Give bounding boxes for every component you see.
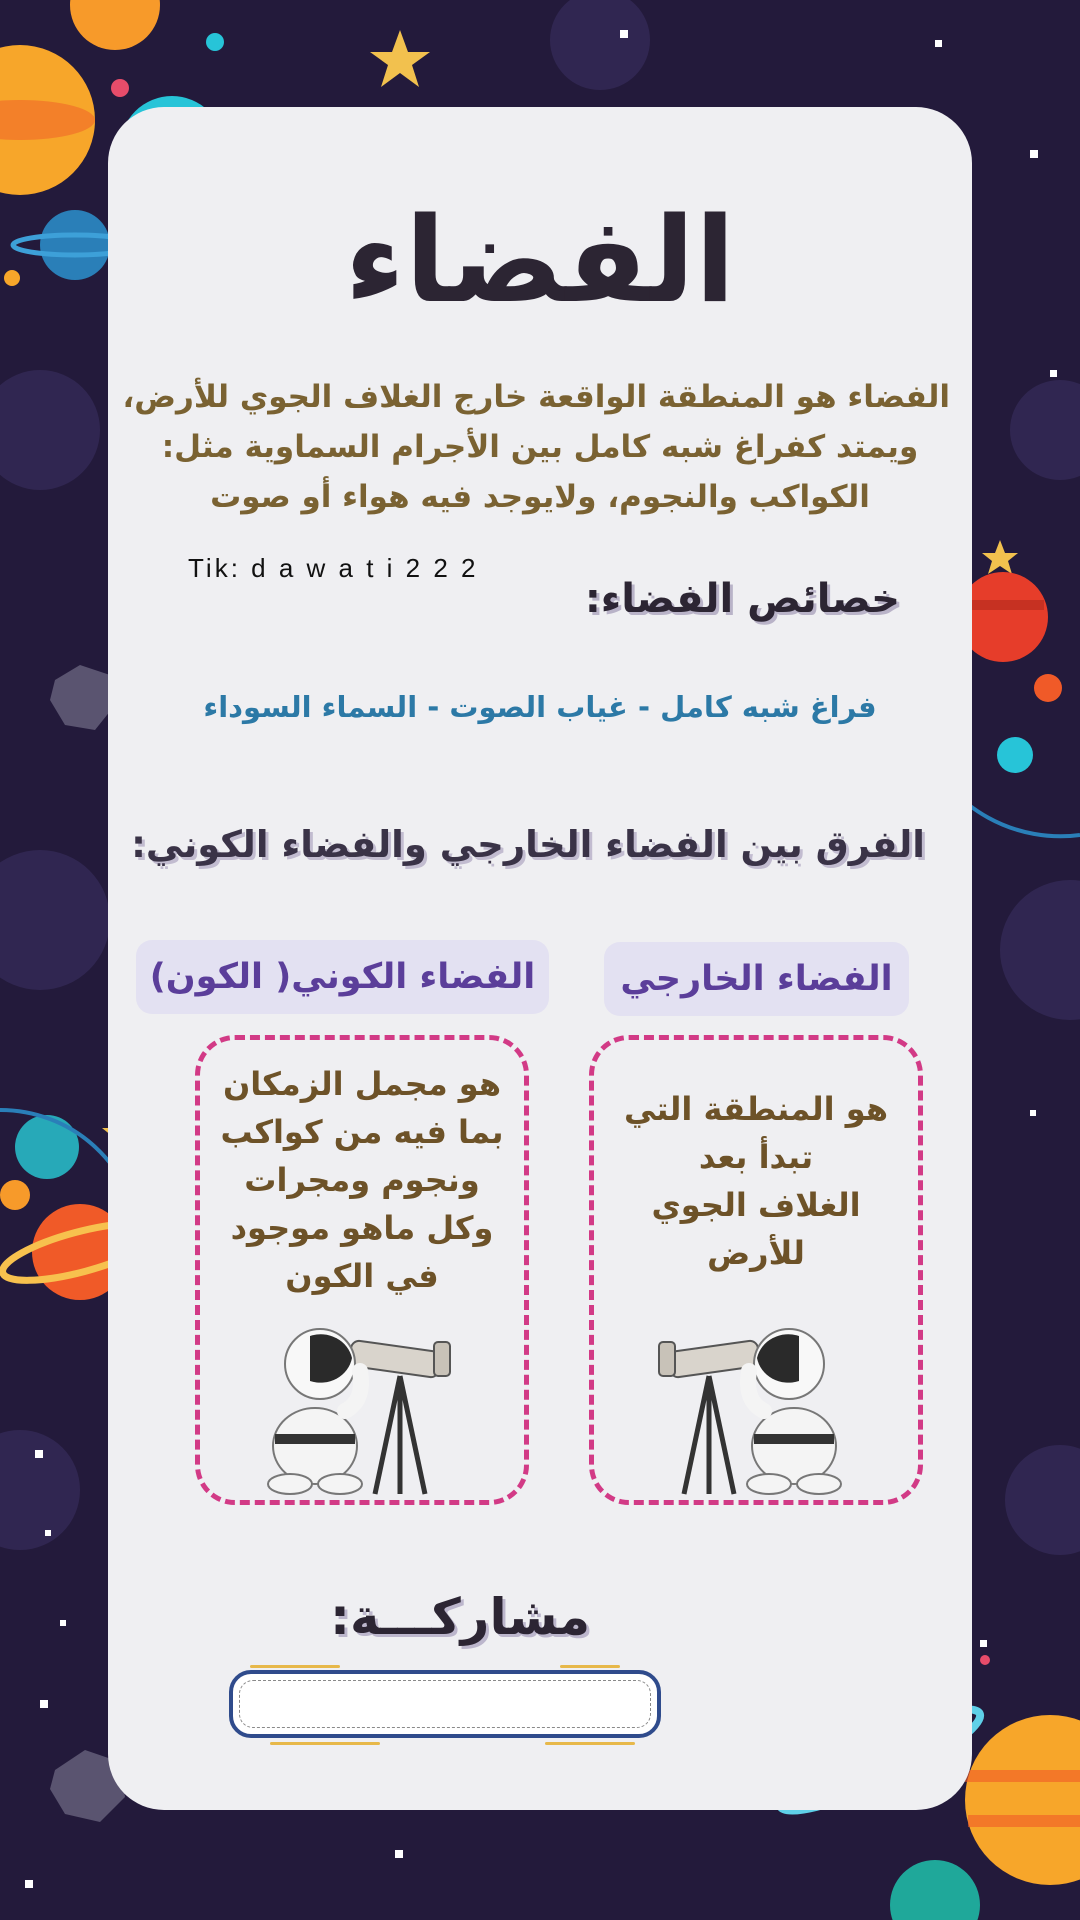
creator-credit: Tik: d a w a t i 2 2 2: [188, 553, 479, 583]
description-line: هو المنطقة التي: [623, 1090, 889, 1128]
description-line: للأرض: [707, 1234, 805, 1272]
share-divider: [270, 1742, 380, 1745]
planet-icon: [965, 1715, 1080, 1885]
outer-space-description: [594, 1085, 918, 1277]
cosmic-space-box: [195, 1035, 529, 1505]
properties-heading: خصائص الفضاء:: [584, 576, 900, 622]
description-line: ونجوم ومجرات: [244, 1161, 480, 1199]
cosmic-space-label: الفضاء الكوني( الكون): [136, 940, 549, 1014]
intro-paragraph: [122, 372, 950, 522]
intro-line: الكواكب والنجوم، ولايوجد فيه هواء أو صوت: [210, 479, 870, 515]
share-divider: [545, 1742, 635, 1745]
intro-line: الفضاء هو المنطقة الواقعة خارج الغلاف الجوي للأرض،: [122, 379, 950, 415]
intro-line: ويمتد كفراغ شبه كامل بين الأجرام السماوية مثل:: [161, 429, 919, 465]
description-line: في الكون: [285, 1257, 439, 1295]
difference-heading: الفرق بين الفضاء الخارجي والفضاء الكوني:: [131, 823, 925, 866]
description-line: الغلاف الجوي: [651, 1186, 861, 1224]
share-input[interactable]: [229, 1670, 661, 1738]
description-line: وكل ماهو موجود: [230, 1209, 494, 1247]
description-line: بما فيه من كواكب: [220, 1113, 504, 1151]
properties-list: فراغ شبه كامل - غياب الصوت - السماء السوداء: [203, 690, 877, 724]
share-divider: [250, 1665, 340, 1668]
astronaut-telescope-icon: [255, 1316, 455, 1496]
outer-space-box: [589, 1035, 923, 1505]
outer-space-label: الفضاء الخارجي: [604, 942, 909, 1016]
page-title: الفضاء: [344, 191, 736, 329]
description-line: تبدأ بعد: [698, 1138, 814, 1176]
share-input-inner: [239, 1680, 651, 1728]
share-label: مشاركـــة:: [330, 1588, 591, 1646]
description-line: هو مجمل الزمكان: [222, 1065, 502, 1103]
cosmic-space-description: [200, 1060, 524, 1300]
share-divider: [560, 1665, 620, 1668]
astronaut-telescope-icon: [654, 1316, 854, 1496]
ringed-planet-icon: [40, 210, 110, 280]
